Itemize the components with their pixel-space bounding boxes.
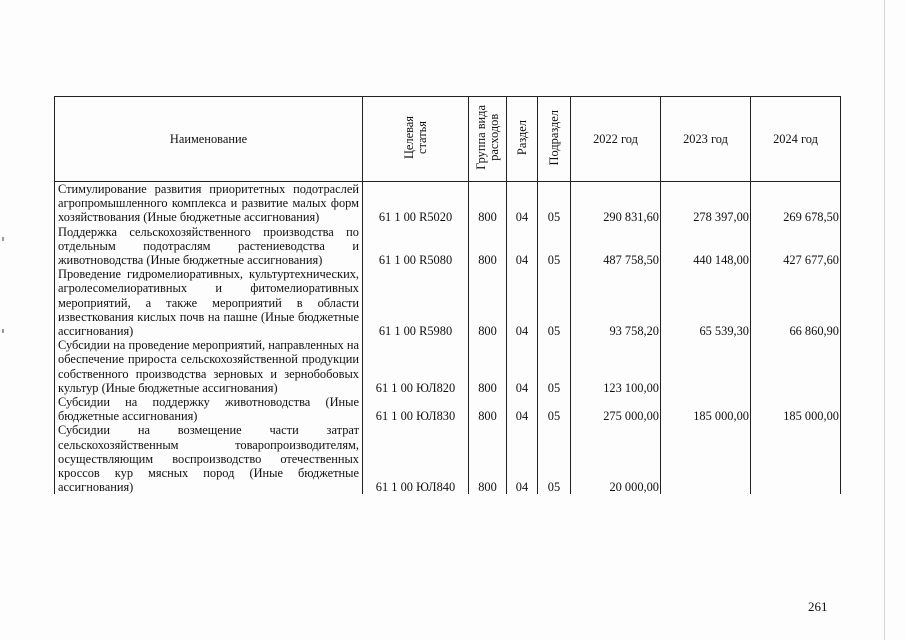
row-section-cell: 04: [507, 395, 538, 423]
row-target-article-cell: 61 1 00 R5980: [363, 267, 469, 338]
header-year-2023: 2023 год: [661, 97, 751, 182]
scan-margin-mark: [2, 329, 4, 333]
row-amount-2023-cell: 65 539,30: [661, 267, 751, 338]
row-expense-group-cell: 800: [469, 225, 507, 268]
row-amount-2022-cell: 290 831,60: [571, 182, 661, 225]
row-name-cell: Стимулирование развития приоритетных подотраслей агропромышленного комплекса и развитие малых форм хозяйствования (Иные бюджетные ассигнования): [55, 182, 363, 225]
row-subsection-cell: 05: [538, 338, 571, 395]
row-target-article-cell: 61 1 00 ЮЛ820: [363, 338, 469, 395]
header-name: Наименование: [55, 97, 363, 182]
table-row: [55, 423, 841, 494]
row-target-article-cell: 61 1 00 ЮЛ840: [363, 423, 469, 494]
row-name-cell: Субсидии на проведение мероприятий, направленных на обеспечение прироста сельскохозяйственной продукции собственного производства зерновых и зернобобовых культур (Иные бюджетные ассигнования): [55, 338, 363, 395]
row-amount-2024-cell: 66 860,90: [751, 267, 841, 338]
row-target-article-cell: 61 1 00 R5080: [363, 225, 469, 268]
row-expense-group-cell: 800: [469, 182, 507, 225]
table-header: [55, 97, 841, 182]
row-subsection-cell: 05: [538, 267, 571, 338]
row-amount-2023-cell: 185 000,00: [661, 395, 751, 423]
page-number: 261: [808, 599, 828, 614]
table-body: [55, 182, 841, 495]
row-amount-2024-cell: 185 000,00: [751, 395, 841, 423]
row-subsection-cell: 05: [538, 395, 571, 423]
row-amount-2022-cell: 275 000,00: [571, 395, 661, 423]
row-name-cell: Поддержка сельскохозяйственного производства по отдельным подотраслям растениеводства и животноводства (Иные бюджетные ассигнования): [55, 225, 363, 268]
table-row: [55, 182, 841, 225]
row-target-article-cell: 61 1 00 R5020: [363, 182, 469, 225]
row-amount-2023-cell: [661, 423, 751, 494]
row-subsection-cell: 05: [538, 423, 571, 494]
row-amount-2024-cell: [751, 423, 841, 494]
row-expense-group-cell: 800: [469, 338, 507, 395]
header-year-2022: 2022 год: [571, 97, 661, 182]
row-section-cell: 04: [507, 338, 538, 395]
row-subsection-cell: 05: [538, 225, 571, 268]
row-section-cell: 04: [507, 182, 538, 225]
header-target-article: Целевая статья: [363, 97, 469, 182]
table-row: [55, 395, 841, 423]
row-expense-group-cell: 800: [469, 267, 507, 338]
row-section-cell: 04: [507, 423, 538, 494]
header-subsection: Подраздел: [538, 97, 571, 182]
table-row: [55, 225, 841, 268]
row-name-cell: Субсидии на поддержку животноводства (Иные бюджетные ассигнования): [55, 395, 363, 423]
row-name-cell: Субсидии на возмещение части затрат сельскохозяйственным товаропроизводителям, осуществляющим воспроизводство отечественных кроссов кур мясных пород (Иные бюджетные ассигнования): [55, 423, 363, 494]
row-amount-2022-cell: 20 000,00: [571, 423, 661, 494]
header-expense-group: Группа вида расходов: [469, 97, 507, 182]
scan-edge-line: [884, 0, 885, 640]
row-amount-2023-cell: 278 397,00: [661, 182, 751, 225]
row-amount-2024-cell: [751, 338, 841, 395]
row-amount-2022-cell: 93 758,20: [571, 267, 661, 338]
row-amount-2022-cell: 487 758,50: [571, 225, 661, 268]
row-amount-2022-cell: 123 100,00: [571, 338, 661, 395]
scan-margin-mark: [2, 237, 4, 241]
row-amount-2024-cell: 427 677,60: [751, 225, 841, 268]
row-section-cell: 04: [507, 267, 538, 338]
table-row: [55, 338, 841, 395]
header-section: Раздел: [507, 97, 538, 182]
row-name-cell: Проведение гидромелиоративных, культуртехнических, агролесомелиоративных и фитомелиоративных мероприятий, а также мероприятий в области известкования кислых почв на пашне (Иные бюджетные ассигнования): [55, 267, 363, 338]
row-amount-2023-cell: [661, 338, 751, 395]
row-expense-group-cell: 800: [469, 395, 507, 423]
row-amount-2023-cell: 440 148,00: [661, 225, 751, 268]
row-expense-group-cell: 800: [469, 423, 507, 494]
budget-table: [54, 96, 841, 494]
row-target-article-cell: 61 1 00 ЮЛ830: [363, 395, 469, 423]
header-year-2024: 2024 год: [751, 97, 841, 182]
table-row: [55, 267, 841, 338]
row-subsection-cell: 05: [538, 182, 571, 225]
row-section-cell: 04: [507, 225, 538, 268]
row-amount-2024-cell: 269 678,50: [751, 182, 841, 225]
